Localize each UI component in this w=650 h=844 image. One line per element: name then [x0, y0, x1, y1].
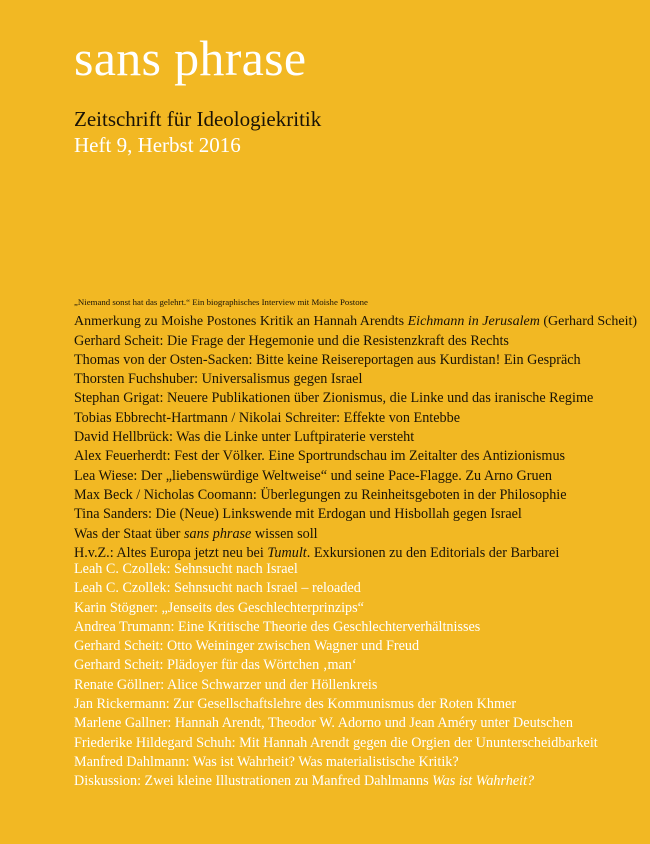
contents-entry: Marlene Gallner: Hannah Arendt, Theodor W. Adorno und Jean Améry unter Deutschen — [74, 715, 573, 732]
contents-entry: Leah C. Czollek: Sehnsucht nach Israel — [74, 561, 298, 577]
contents-entry: Renate Göllner: Alice Schwarzer und der Höllenkreis — [74, 676, 378, 693]
contents-entry: „Niemand sonst hat das gelehrt.“ Ein biographisches Interview mit Moishe Postone — [74, 297, 368, 307]
entry-text: H.v.Z.: Altes Europa jetzt neu bei — [74, 544, 268, 561]
contents-entry: Thorsten Fuchshuber: Universalismus gegen Israel — [74, 371, 363, 388]
contents-entry: Leah C. Czollek: Sehnsucht nach Israel – reloaded — [74, 580, 361, 597]
contents-entry — [74, 312, 637, 331]
contents-entry: Manfred Dahlmann: Was ist Wahrheit? Was materialistische Kritik? — [74, 753, 459, 770]
entry-text: Anmerkung zu Moishe Postones Kritik an Hannah Arendts — [74, 314, 408, 330]
entry-text: Was der Staat über — [74, 525, 184, 542]
contents-entry: Lea Wiese: Der „liebenswürdige Weltweise“ und seine Pace-Flagge. Zu Arno Gruen — [74, 467, 553, 484]
contents-entry: Jan Rickermann: Zur Gesellschaftslehre des Kommunismus der Roten Khmer — [74, 696, 517, 713]
entry-text: Diskussion: Zwei kleine Illustrationen zu Manfred Dahlmanns — [74, 773, 433, 790]
masthead — [74, 30, 321, 158]
contents-list-main — [74, 293, 637, 563]
contents-list-secondary — [74, 560, 598, 792]
entry-italic-title: Was ist Wahrheit? — [432, 773, 535, 790]
contents-entry: Max Beck / Nicholas Coomann: Überlegungen zu Reinheitsgeboten in der Philosophie — [74, 486, 567, 503]
contents-entry: Tina Sanders: Die (Neue) Linkswende mit Erdogan und Hisbollah gegen Israel — [74, 506, 522, 523]
contents-entry: David Hellbrück: Was die Linke unter Luftpiraterie versteht — [74, 429, 415, 446]
contents-entry — [74, 525, 637, 544]
entry-text: wissen soll — [251, 525, 318, 542]
contents-entry: Friederike Hildegard Schuh: Mit Hannah Arendt gegen die Orgien der Ununterscheidbarkeit — [74, 734, 598, 751]
issue-label: Heft 9, Herbst 2016 — [74, 133, 241, 157]
contents-entry: Karin Stögner: „Jenseits des Geschlechterprinzips“ — [74, 599, 364, 616]
contents-entry: Stephan Grigat: Neuere Publikationen über Zionismus, die Linke und das iranische Regime — [74, 390, 594, 407]
contents-entry: Tobias Ebbrecht-Hartmann / Nikolai Schreiter: Effekte von Entebbe — [74, 409, 461, 426]
contents-entry — [74, 772, 598, 791]
entry-italic-title: Eichmann in Jerusalem — [407, 314, 540, 330]
entry-italic-title: Tumult — [267, 544, 307, 561]
contents-entry: Gerhard Scheit: Plädoyer für das Wörtchen ‚man‘ — [74, 657, 357, 674]
entry-text: (Gerhard Scheit) — [539, 314, 638, 330]
contents-entry: Gerhard Scheit: Die Frage der Hegemonie und die Resistenzkraft des Rechts — [74, 332, 509, 349]
contents-entry: Gerhard Scheit: Otto Weininger zwischen Wagner und Freud — [74, 638, 420, 655]
entry-italic-title: sans phrase — [183, 525, 252, 542]
journal-title: sans phrase — [74, 30, 307, 86]
journal-subtitle: Zeitschrift für Ideologiekritik — [74, 107, 322, 131]
contents-entry: Alex Feuerherdt: Fest der Völker. Eine Sportrundschau im Zeitalter des Antizionismus — [74, 448, 566, 465]
entry-text: . Exkursionen zu den Editorials der Barbarei — [306, 544, 560, 561]
contents-entry: Andrea Trumann: Eine Kritische Theorie des Geschlechterverhältnisses — [74, 618, 481, 635]
contents-entry: Thomas von der Osten-Sacken: Bitte keine Reisereportagen aus Kurdistan! Ein Gespräch — [74, 351, 581, 368]
